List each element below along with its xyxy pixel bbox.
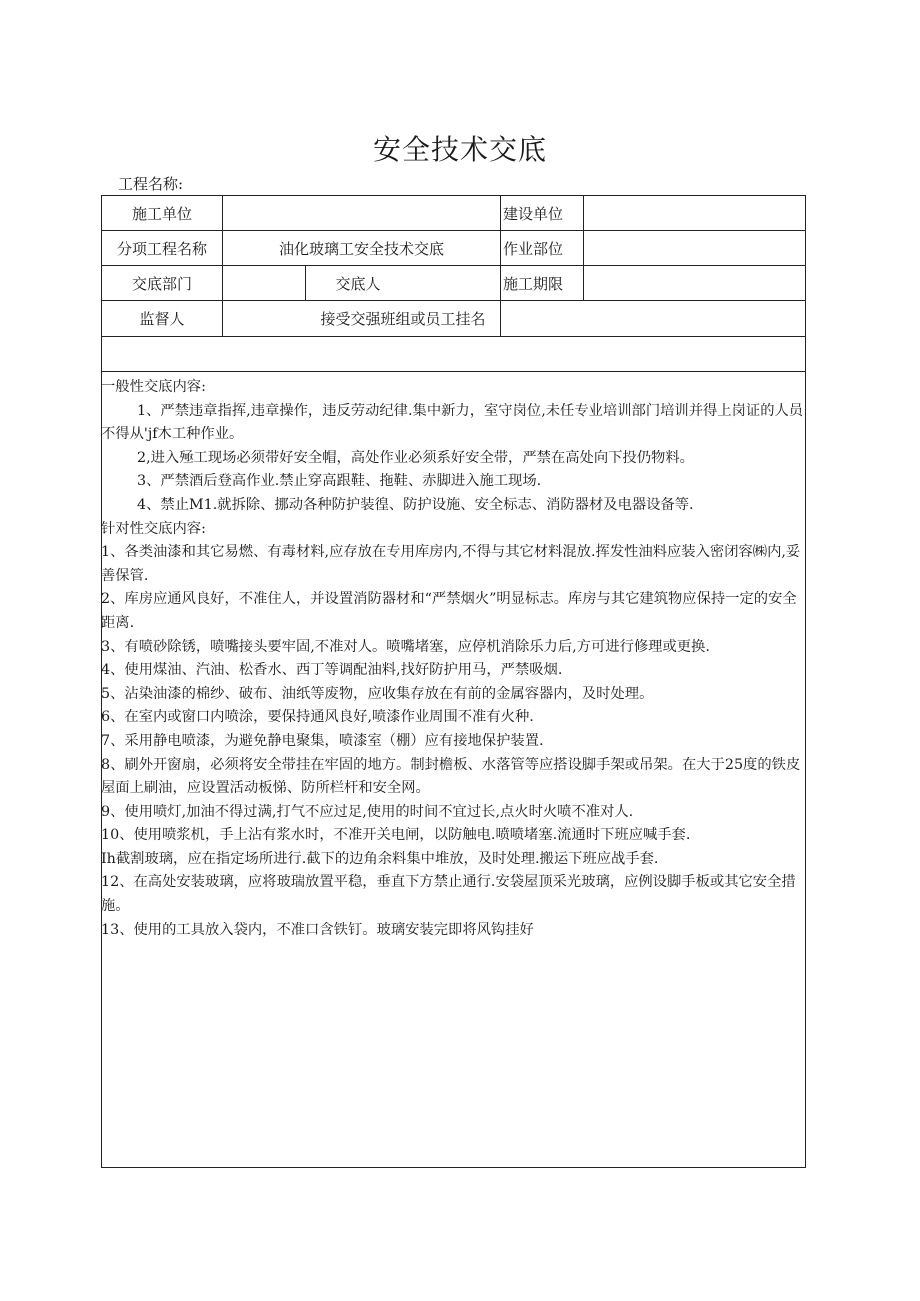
specific-item-5: 5、沾染油漆的棉纱、破布、油纸等废物，应收集存放在有前的金属容器内，及时处理。 <box>101 685 654 702</box>
construction-unit-value <box>223 196 499 230</box>
work-location-value <box>584 231 805 265</box>
sub-project-value: 油化玻璃工安全技术交底 <box>278 239 444 258</box>
dept-value <box>223 266 305 300</box>
page-title: 安全技术交底 <box>372 133 547 166</box>
dept-label: 交底部门 <box>131 274 192 293</box>
supervisor-value <box>223 301 305 336</box>
general-item-3: 3、严禁酒后登高作业.禁止穿高跟鞋、拖鞋、赤脚进入施工现场. <box>137 473 542 490</box>
specific-item-1: 1、各类油漆和其它易燃、有毒材料,应存放在专用库房内,不得与其它材料混放.挥发性油料应装入密闭容㈱内,妥善保管. <box>101 544 801 584</box>
sub-project-label: 分项工程名称 <box>116 239 207 258</box>
specific-item-7: 7、采用静电喷漆，为避免静电聚集，喷漆室（棚）应有接地保护装置. <box>101 732 544 749</box>
specific-item-2: 2、库房应通风良好，不准住人，并设置消防器材和“严禁烟火”明显标志。库房与其它建筑物应保持一定的安全距离. <box>101 591 797 631</box>
general-heading: 一般性交底内容: <box>101 379 206 395</box>
specific-item-10: 10、使用喷浆机，手上沾有浆水时，不准开关电闸，以防触电.喷喷堵塞.流通时下班应喊手套. <box>101 827 691 844</box>
specific-item-8: 8、刷外开窗扇，必须将安全带挂在牢固的地方。制封檐板、水落管等应搭设脚手架或吊架。在大于25度的铁皮屋面上刷油，应设置活动板悌、防所栏杆和安全网。 <box>101 756 801 797</box>
specific-item-9: 9、使用喷灯,加油不得过满,打气不应过足,使用的时间不宜过长,点火时火喷不准对人. <box>101 803 634 820</box>
briefer-value <box>410 266 500 300</box>
period-label: 施工期限 <box>503 274 564 293</box>
general-item-2: 2,进入殛工现场必须带好安全帽，高处作业必须系好安全带，严禁在高处向下投仍物料。 <box>137 449 694 466</box>
project-name-label: 工程名称: <box>118 175 184 193</box>
general-item-1: 1、严禁违章指挥,违章操作，违反劳动纪律.集中新力，室守岗位,未任专业培训部门培训并得上岗证的人员不得从'jf木工种作业。 <box>101 402 804 443</box>
specific-heading: 针对性交底内容: <box>101 520 206 537</box>
builder-unit-value <box>584 196 805 230</box>
briefer-label: 交底人 <box>335 274 381 293</box>
receiver-value <box>501 301 805 336</box>
receiver-label: 接受交强班组或员工挂名 <box>320 310 486 328</box>
specific-item-6: 6、在室内或窗口内喷涂，要保持通风良好,喷漆作业周围不准有火种. <box>101 709 534 726</box>
builder-unit-label: 建设单位 <box>503 204 564 223</box>
construction-unit-label: 施工单位 <box>131 204 192 223</box>
period-value <box>584 266 805 300</box>
specific-item-3: 3、有喷砂除锈，喷嘴接头要牢固,不准对人。喷嘴堵塞，应停机消除乐力后,方可进行修理或更换. <box>101 638 710 655</box>
work-location-label: 作业部位 <box>503 239 564 258</box>
briefing-content <box>101 376 806 942</box>
specific-item-11: Ih截割玻璃，应在指定场所进行.截下的边角余料集中堆放，及时处理.搬运下班应战手套. <box>101 850 659 867</box>
specific-item-12: 12、在高处安装玻璃，应将玻瑞放置平稳，垂直下方禁止通行.安袋屋顶采光玻璃，应例设脚手板或其它安全措施。 <box>101 874 796 915</box>
supervisor-label: 监督人 <box>139 310 185 328</box>
general-item-4: 4、禁止M1.就拆除、挪动各种防护装徨、防护设施、安全标志、消防器材及电器设备等. <box>137 496 694 513</box>
specific-item-13: 13、使用的工具放入袋内，不准口含铁钉。玻璃安装完即将风钩挂好 <box>101 921 534 938</box>
specific-item-4: 4、使用煤油、汽油、松香水、西丁等调配油料,找好防护用马，严禁吸烟. <box>101 662 563 679</box>
